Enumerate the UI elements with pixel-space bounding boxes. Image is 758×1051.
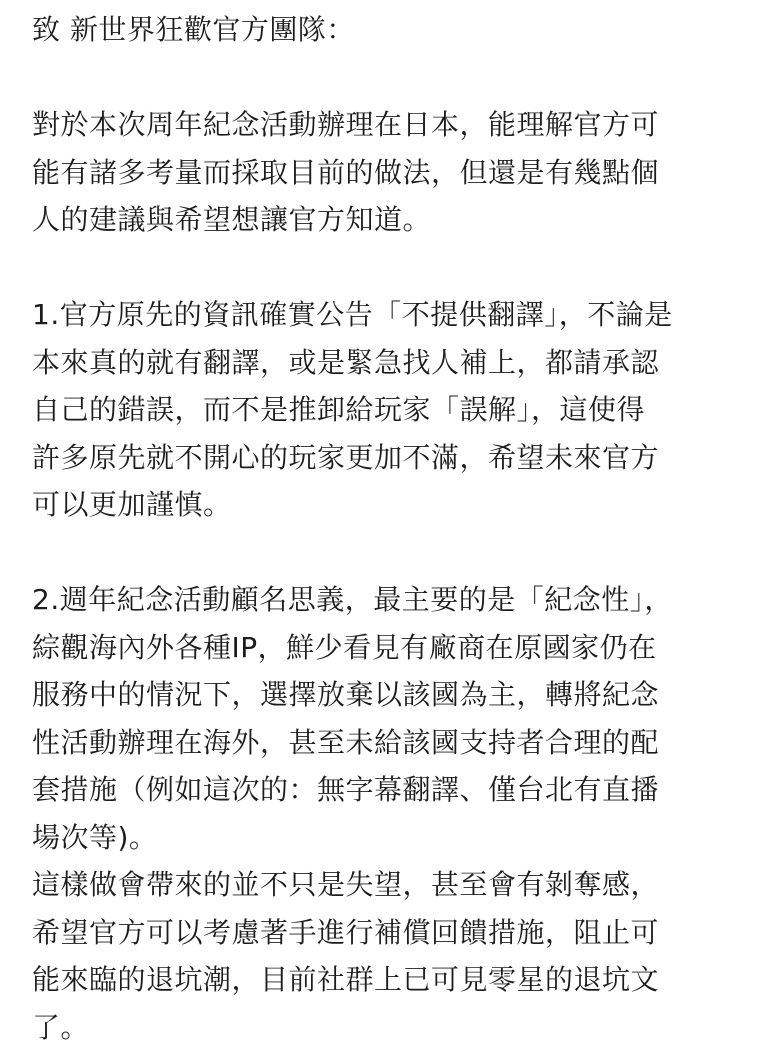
- point-1-paragraph: [32, 291, 732, 529]
- paragraph-line: 場次等)。: [32, 814, 732, 862]
- paragraph-line: 1.官方原先的資訊確實公告「不提供翻譯」，不論是: [32, 291, 732, 339]
- paragraph-line: 性活動辦理在海外，甚至未給該國支持者合理的配: [32, 719, 732, 767]
- intro-paragraph: [32, 101, 732, 244]
- paragraph-line: 對於本次周年紀念活動辦理在日本，能理解官方可: [32, 101, 732, 149]
- paragraph-spacer: [32, 529, 732, 577]
- paragraph-line: 綜觀海內外各種IP，鮮少看見有廠商在原國家仍在: [32, 624, 732, 672]
- paragraph-line: 套措施（例如這次的：無字幕翻譯、僅台北有直播: [32, 766, 732, 814]
- letter-document: [32, 6, 732, 1051]
- paragraph-line: 可以更加謹慎。: [32, 481, 732, 529]
- paragraph-spacer: [32, 54, 732, 102]
- paragraph-line: 能來臨的退坑潮，目前社群上已可見零星的退坑文: [32, 956, 732, 1004]
- paragraph-line: 能有諸多考量而採取目前的做法，但還是有幾點個: [32, 149, 732, 197]
- paragraph-line: 許多原先就不開心的玩家更加不滿，希望未來官方: [32, 434, 732, 482]
- paragraph-line: 人的建議與希望想讓官方知道。: [32, 196, 732, 244]
- paragraph-line: 自己的錯誤，而不是推卸給玩家「誤解」，這使得: [32, 386, 732, 434]
- salutation: 致 新世界狂歡官方團隊：: [32, 6, 732, 54]
- paragraph-spacer: [32, 244, 732, 292]
- paragraph-line: 服務中的情況下，選擇放棄以該國為主，轉將紀念: [32, 671, 732, 719]
- paragraph-line: 2.週年紀念活動顧名思義，最主要的是「紀念性」，: [32, 576, 732, 624]
- paragraph-line: 希望官方可以考慮著手進行補償回饋措施，阻止可: [32, 909, 732, 957]
- paragraph-line: 這樣做會帶來的並不只是失望，甚至會有剝奪感，: [32, 861, 732, 909]
- paragraph-line: 了。: [32, 1004, 732, 1051]
- paragraph-line: 本來真的就有翻譯，或是緊急找人補上，都請承認: [32, 339, 732, 387]
- point-2-paragraph: [32, 576, 732, 1051]
